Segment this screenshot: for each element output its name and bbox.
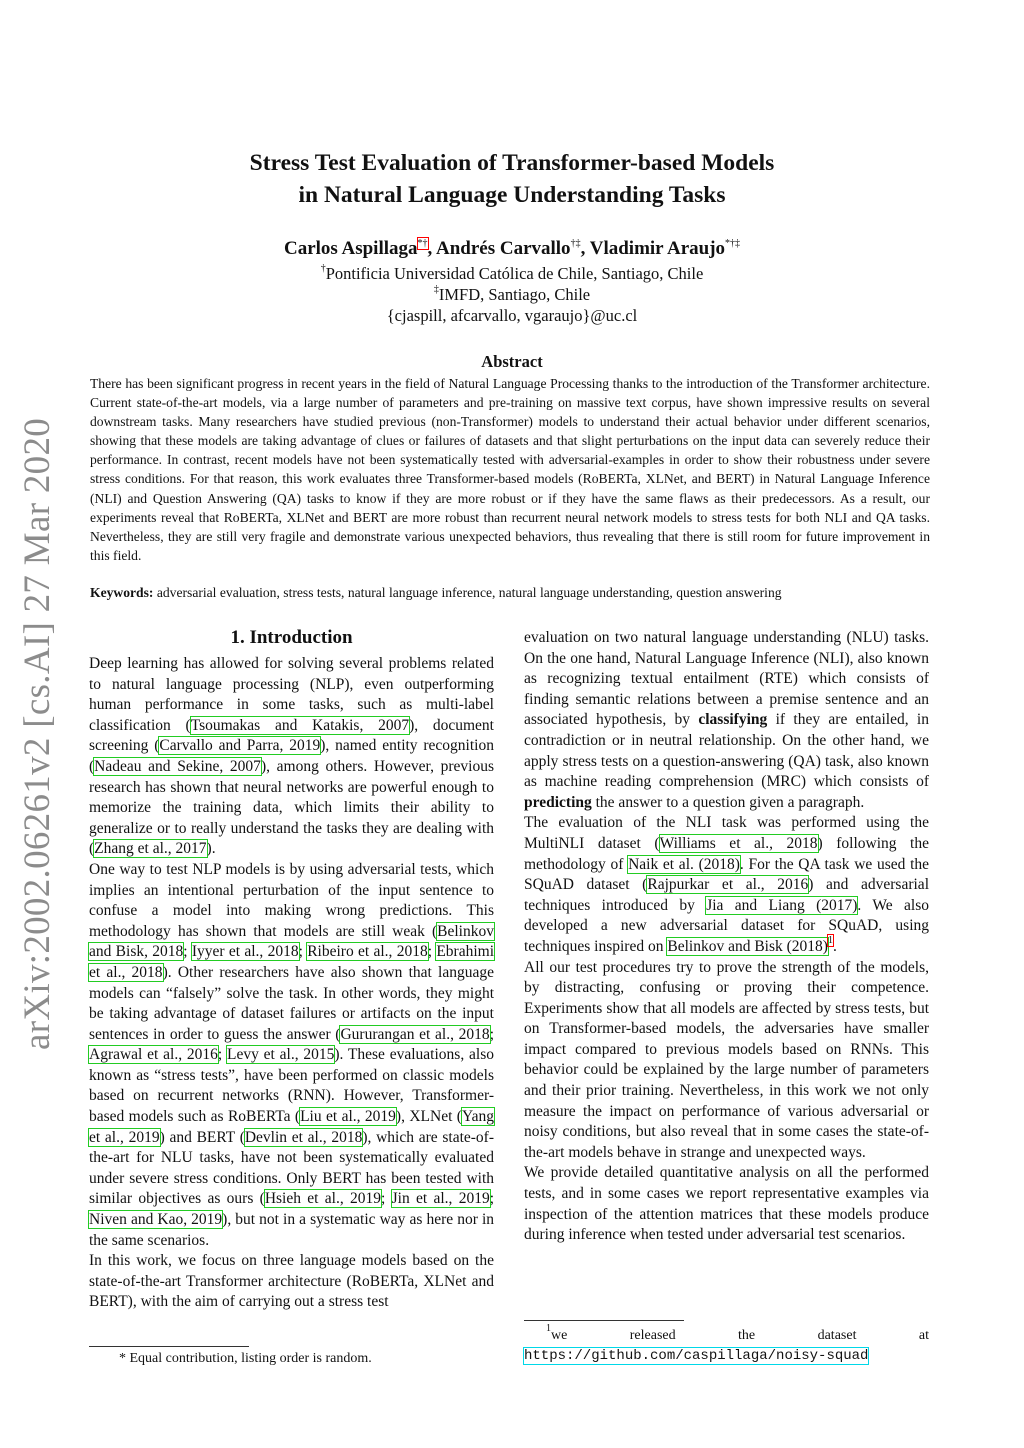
bold-term-classifying: classifying (698, 711, 768, 729)
citation-link[interactable]: Williams et al., 2018 (659, 834, 818, 852)
affiliation-1 (0, 264, 1024, 284)
author-1: Carlos Aspillaga (283, 238, 418, 259)
author-3-marks: *†‡ (725, 238, 741, 249)
text-run: ; (427, 943, 437, 961)
text-run: ; (217, 1046, 227, 1064)
text-run: The evaluation of the NLI task was performed using the MultiNLI dataset ( (524, 814, 929, 852)
paper-title-line-1: Stress Test Evaluation of Transformer-based Models (249, 150, 775, 176)
text-run: ; (381, 1190, 392, 1208)
text-run: ) following the methodology of (524, 834, 929, 873)
citation-link[interactable]: Iyyer et al., 2018 (191, 943, 299, 961)
citation-link[interactable]: Rajpurkar et al., 2016 (647, 876, 809, 894)
citation-link[interactable]: Naik et al. (2018) (628, 855, 740, 873)
author-list (0, 238, 1024, 260)
dataset-url-link[interactable]: https://github.com/caspillaga/noisy-squad (524, 1348, 869, 1364)
citation-link[interactable]: Zhang et al., 2017 (94, 840, 207, 858)
citation-link[interactable]: Jia and Liang (2017) (706, 896, 858, 914)
footnote-equal-contribution: * Equal contribution, listing order is random. (119, 1351, 372, 1366)
affiliation-1-mark: † (320, 263, 326, 274)
text-run: if they are entailed, in contradiction or in neutral relationship. On the other hand, we apply stress tests on a question-answering (QA) task, also known as machine reading comprehension (MRC) which consists of (524, 711, 929, 791)
text-run: ), among others. However, previous research has shown that neural networks are powerful enough to memorize the training data, which limits their ability to generalize or to really understand the tasks they are dealing with ( (89, 757, 494, 858)
author-emails: {cjaspill, afcarvallo, vgaraujo}@uc.cl (386, 306, 638, 325)
affiliation-1-text: Pontificia Universidad Católica de Chile, Santiago, Chile (325, 264, 704, 283)
right-paragraph-2 (524, 813, 929, 957)
arxiv-stamp: arXiv:2002.06261v2 [cs.AI] 27 Mar 2020 (17, 417, 58, 1050)
author-1-marks[interactable]: *† (417, 238, 428, 249)
text-run: ; (489, 1025, 494, 1043)
text-run: ), document screening ( (89, 716, 494, 755)
affiliation-2-text: IMFD, Santiago, Chile (438, 285, 591, 304)
bold-term-predicting: predicting (524, 793, 592, 811)
citation-link[interactable]: Ebrahimi et al., 2018 (89, 943, 495, 981)
right-paragraph-4: We provide detailed quantitative analysis on all the performed tests, and in some cases we report representative examples via inspection of the attention matrices that these models produce during inference when tested under adversarial test scenarios. (524, 1164, 929, 1244)
text-run: . (832, 937, 837, 955)
citation-link[interactable]: Belinkov and Bisk, 2018 (89, 922, 494, 961)
citation-link[interactable]: Levy et al., 2015 (227, 1046, 335, 1064)
text-run: ; (183, 943, 192, 961)
citation-link[interactable]: Niven and Kao, 2019 (89, 1211, 223, 1229)
citation-link[interactable]: Liu et al., 2019 (300, 1108, 396, 1126)
intro-paragraph-3: In this work, we focus on three language models based on the state-of-the-art Transformer architecture (RoBERTa, XLNet and BERT), with the aim of carrying out a stress test (89, 1252, 494, 1311)
text-run: ), but not in a systematic way as here nor in the same scenarios. (89, 1211, 494, 1249)
keywords-label: Keywords: (90, 585, 154, 600)
text-run: ) and BERT ( (159, 1128, 245, 1146)
citation-link[interactable]: Gururangan et al., 2018 (340, 1025, 490, 1043)
text-run: ). Other researchers have also shown that language models can “falsely” solve the task. In other words, they might be taking advantage of dataset failures or artifacts on the input sentences in order to guess the answer ( (89, 963, 494, 1043)
text-run: . For the QA task we used the SQuAD dataset ( (524, 855, 930, 894)
text-run: ; (298, 943, 308, 961)
intro-paragraph-1 (89, 654, 494, 860)
citation-link[interactable]: Yang et al., 2019 (89, 1108, 494, 1146)
text-run: the answer to a question given a paragraph. (591, 793, 865, 811)
footnote-1 (524, 1323, 929, 1366)
footnote-1-link[interactable]: 1 (827, 934, 833, 946)
text-run: ; (489, 1190, 495, 1208)
text-run: One way to test NLP models is by using adversarial tests, which implies an intentional perturbation of the input sentence to confuse a model into making wrong predictions. This methodology has shown that models are still weak ( (89, 860, 494, 940)
abstract-text: There has been significant progress in recent years in the field of Natural Language Processing thanks to the introduction of the Transformer architecture. Current state-of-the-art models, via a large number of parameters and pre-training on massive text corpus, have shown impressive results on several downstream tasks. Many researchers have studied previous (non-Transformer) models to understand their actual behavior under different scenarios, showing that these models are taking advantage of clues or failures of datasets and that slight perturbations on the input data can severely reduce their performance. In contrast, recent models have not been systematically tested with adversarial-examples in order to show their robustness under severe stress conditions. For that reason, this work evaluates three Transformer-based models (RoBERTa, XLNet, and BERT) in Natural Language Inference (NLI) and Question Answering (QA) tasks to know if they are more robust or if they have the same flaws as their predecessors. As a result, our experiments reveal that RoBERTa, XLNet and BERT are more robust than recurrent neural network models to stress tests for both NLI and QA tasks. Nevertheless, they are still very fragile and demonstrate various unexpected behaviors, thus revealing that there is still room for future improvement in this field. (90, 376, 930, 563)
footnote-rule-left (89, 1346, 249, 1347)
text-run: ) and adversarial techniques introduced by (524, 876, 929, 914)
citation-link[interactable]: Carvallo and Parra, 2019 (159, 737, 321, 755)
citation-link[interactable]: Tsoumakas and Katakis, 2007 (190, 716, 410, 734)
citation-link[interactable]: Hsieh et al., 2019 (264, 1190, 381, 1208)
author-sep: , (427, 238, 436, 259)
citation-link[interactable]: Agrawal et al., 2016 (89, 1046, 218, 1064)
author-3: Vladimir Araujo (589, 238, 726, 259)
author-2-marks: †‡ (570, 238, 581, 249)
affiliation-2-mark: ‡ (433, 284, 439, 295)
text-run: ). (206, 840, 216, 858)
text-run: ), which are state-of-the-art for NLU tasks, have not been systematically evaluated under severe stress conditions. Only BERT has been tested with similar objectives as ours ( (89, 1128, 494, 1208)
citation-link[interactable]: Belinkov and Bisk (2018) (667, 937, 828, 955)
right-column (524, 628, 929, 1246)
section-heading-introduction: 1. Introduction (230, 627, 353, 648)
paper-title-line-2: in Natural Language Understanding Tasks (298, 182, 726, 208)
citation-link[interactable]: Ribeiro et al., 2018 (307, 943, 428, 961)
citation-link[interactable]: Jin et al., 2019 (391, 1190, 490, 1208)
footnote-1-number: 1 (546, 1323, 551, 1334)
text-run: ), XLNet ( (395, 1108, 462, 1126)
right-paragraph-1 (524, 628, 929, 813)
keywords (90, 583, 930, 602)
keywords-text: adversarial evaluation, stress tests, natural language inference, natural language understanding, question answering (153, 585, 782, 600)
text-run: Deep learning has allowed for solving several problems related to natural language processing (NLP), even outperforming human performance in some tasks, such as multi-label classification ( (89, 655, 494, 734)
footnote-rule-right (524, 1320, 684, 1321)
citation-link[interactable]: Devlin et al., 2018 (244, 1128, 363, 1146)
affiliation-2 (0, 285, 1024, 305)
text-run: evaluation on two natural language understanding (NLU) tasks. On the one hand, Natural Language Inference (NLI), also known as recognizing textual entailment (RTE) which consists of finding semantic relations between a premise sentence and an associated hypothesis, by (524, 629, 929, 729)
right-paragraph-3: All our test procedures try to prove the strength of the models, by distracting, confusing or proving their competence. Experiments show that all models are affected by stress tests, but on Transformer-based models, the adversaries have smaller impact compared to previous models based on RNNs. This behavior could be explained by the large number of parameters and their prior training. Nevertheless, in this work we not only measure the impact on performance of various adversarial or noisy conditions, but also reveal that in some cases the state-of-the-art models behave in strange and unexpected ways. (524, 958, 929, 1161)
text-run: ), named entity recognition ( (89, 737, 494, 775)
text-run: ). These evaluations, also known as “stress tests”, have been performed on classic models based on recurrent networks (RNN). However, Transformer-based models such as RoBERTa ( (89, 1046, 494, 1126)
citation-link[interactable]: Nadeau and Sekine, 2007 (94, 757, 261, 775)
abstract-heading: Abstract (481, 352, 543, 371)
author-2: Andrés Carvallo (435, 238, 571, 259)
author-sep: , (580, 238, 590, 259)
left-column (89, 628, 494, 1313)
footnote-1-text: we released the dataset at (551, 1328, 929, 1343)
intro-paragraph-2 (89, 860, 494, 1251)
text-run: . We also developed a new adversarial dataset for SQuAD, using techniques inspired on (524, 896, 929, 955)
